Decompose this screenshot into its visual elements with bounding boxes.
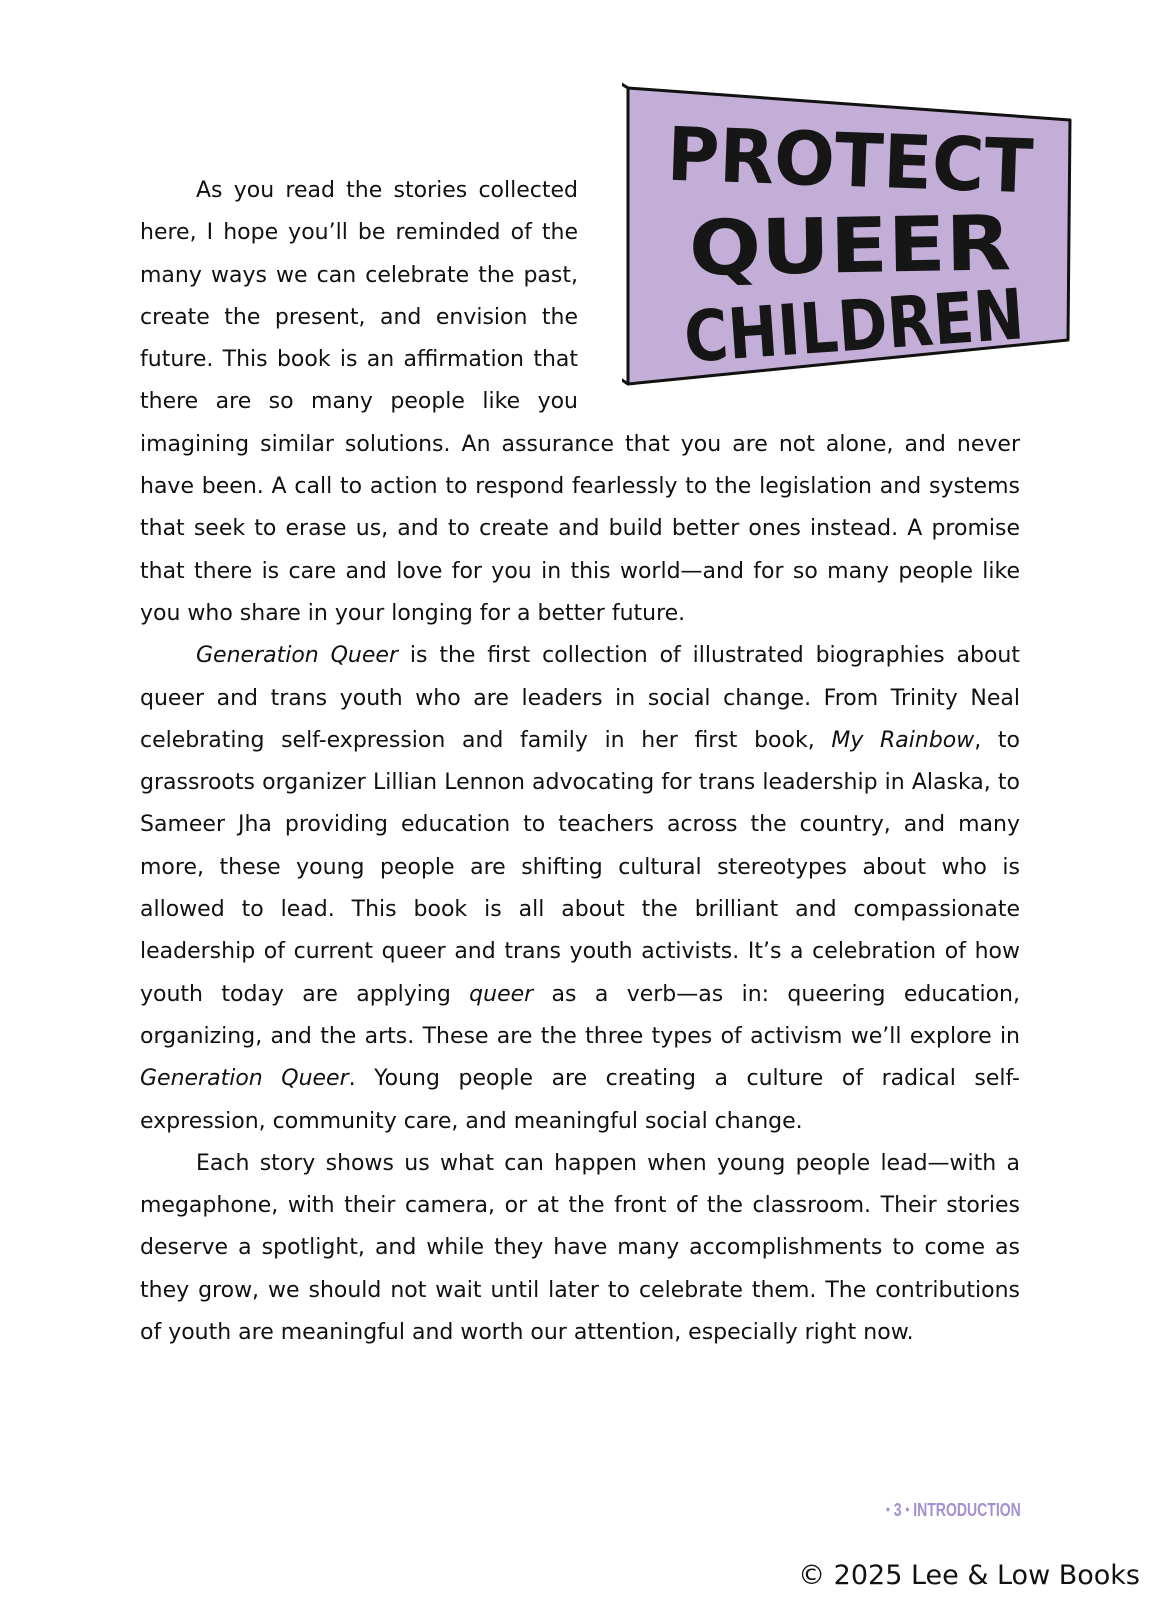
paragraph-3: Each story shows us what can happen when young people lead—with a megaphone, with their camera, or at the front of the classroom. Their stories deserve a spotlight, and while they have many accomplishments to come as they grow, we should not wait until later to celebrate them. The contributions of youth are meaningful and worth our attention, especially right now. (140, 1150, 1020, 1346)
introduction-body (140, 170, 1020, 1354)
sign-line-2: QUEER (688, 198, 979, 293)
section-title: INTRODUCTION (913, 1500, 1021, 1520)
copyright-notice: © 2025 Lee & Low Books (798, 1560, 1140, 1591)
book-title-2: Generation Queer (140, 1066, 349, 1092)
paragraph-2-text-a: is the first collection of illustrated biographies about queer and trans youth who are leaders in social change. From Trinity Neal celebrating self-expression and family in her first book, (140, 643, 1020, 753)
bullet-icon: • (886, 1501, 891, 1517)
sign-text-wrap (578, 170, 1020, 416)
bullet-icon: • (905, 1501, 910, 1517)
book-title-my-rainbow: My Rainbow (831, 727, 975, 753)
page-number: 3 (893, 1500, 902, 1520)
sign-line-1: PROTECT (665, 111, 1049, 211)
paragraph-1: As you read the stories collected here, I hope you’ll be reminded of the many ways we can celebrate the past, create the present, and envision the future. This book is an affirmation that there are so many people like you imagining similar solutions. An assurance that you are not alone, and never have been. A call to action to respond fearlessly to the legislation and systems that seek to erase us, and to create and build better ones instead. A promise that there is care and love for you in this world—and for so many people like you who share in your longing for a better future. (140, 178, 1020, 626)
paragraph-2-text-c: as a verb—as in: queering education, organizing, and the arts. These are the three types of activism we’ll explore in (140, 981, 1020, 1049)
book-title: Generation Queer (196, 643, 398, 669)
paragraph-2 (140, 635, 1020, 1143)
queer-term: queer (469, 981, 534, 1007)
paragraph-2-text-b: , to grassroots organizer Lillian Lennon advocating for trans leadership in Alaska, to Sameer Jha providing education to teachers across the country, and many more, these young people are shifting cultural stereotypes about who is allowed to lead. This book is all about the brilliant and compassionate leadership of current queer and trans youth activists. It’s a celebration of how youth today are applying (140, 727, 1020, 1007)
sign-line-3: CHILDREN (681, 269, 1086, 379)
page-footer (882, 1500, 1021, 1521)
paragraph-2-text-d: . Young people are creating a culture of radical self-expression, community care, and meaningful social change. (140, 1066, 1020, 1134)
